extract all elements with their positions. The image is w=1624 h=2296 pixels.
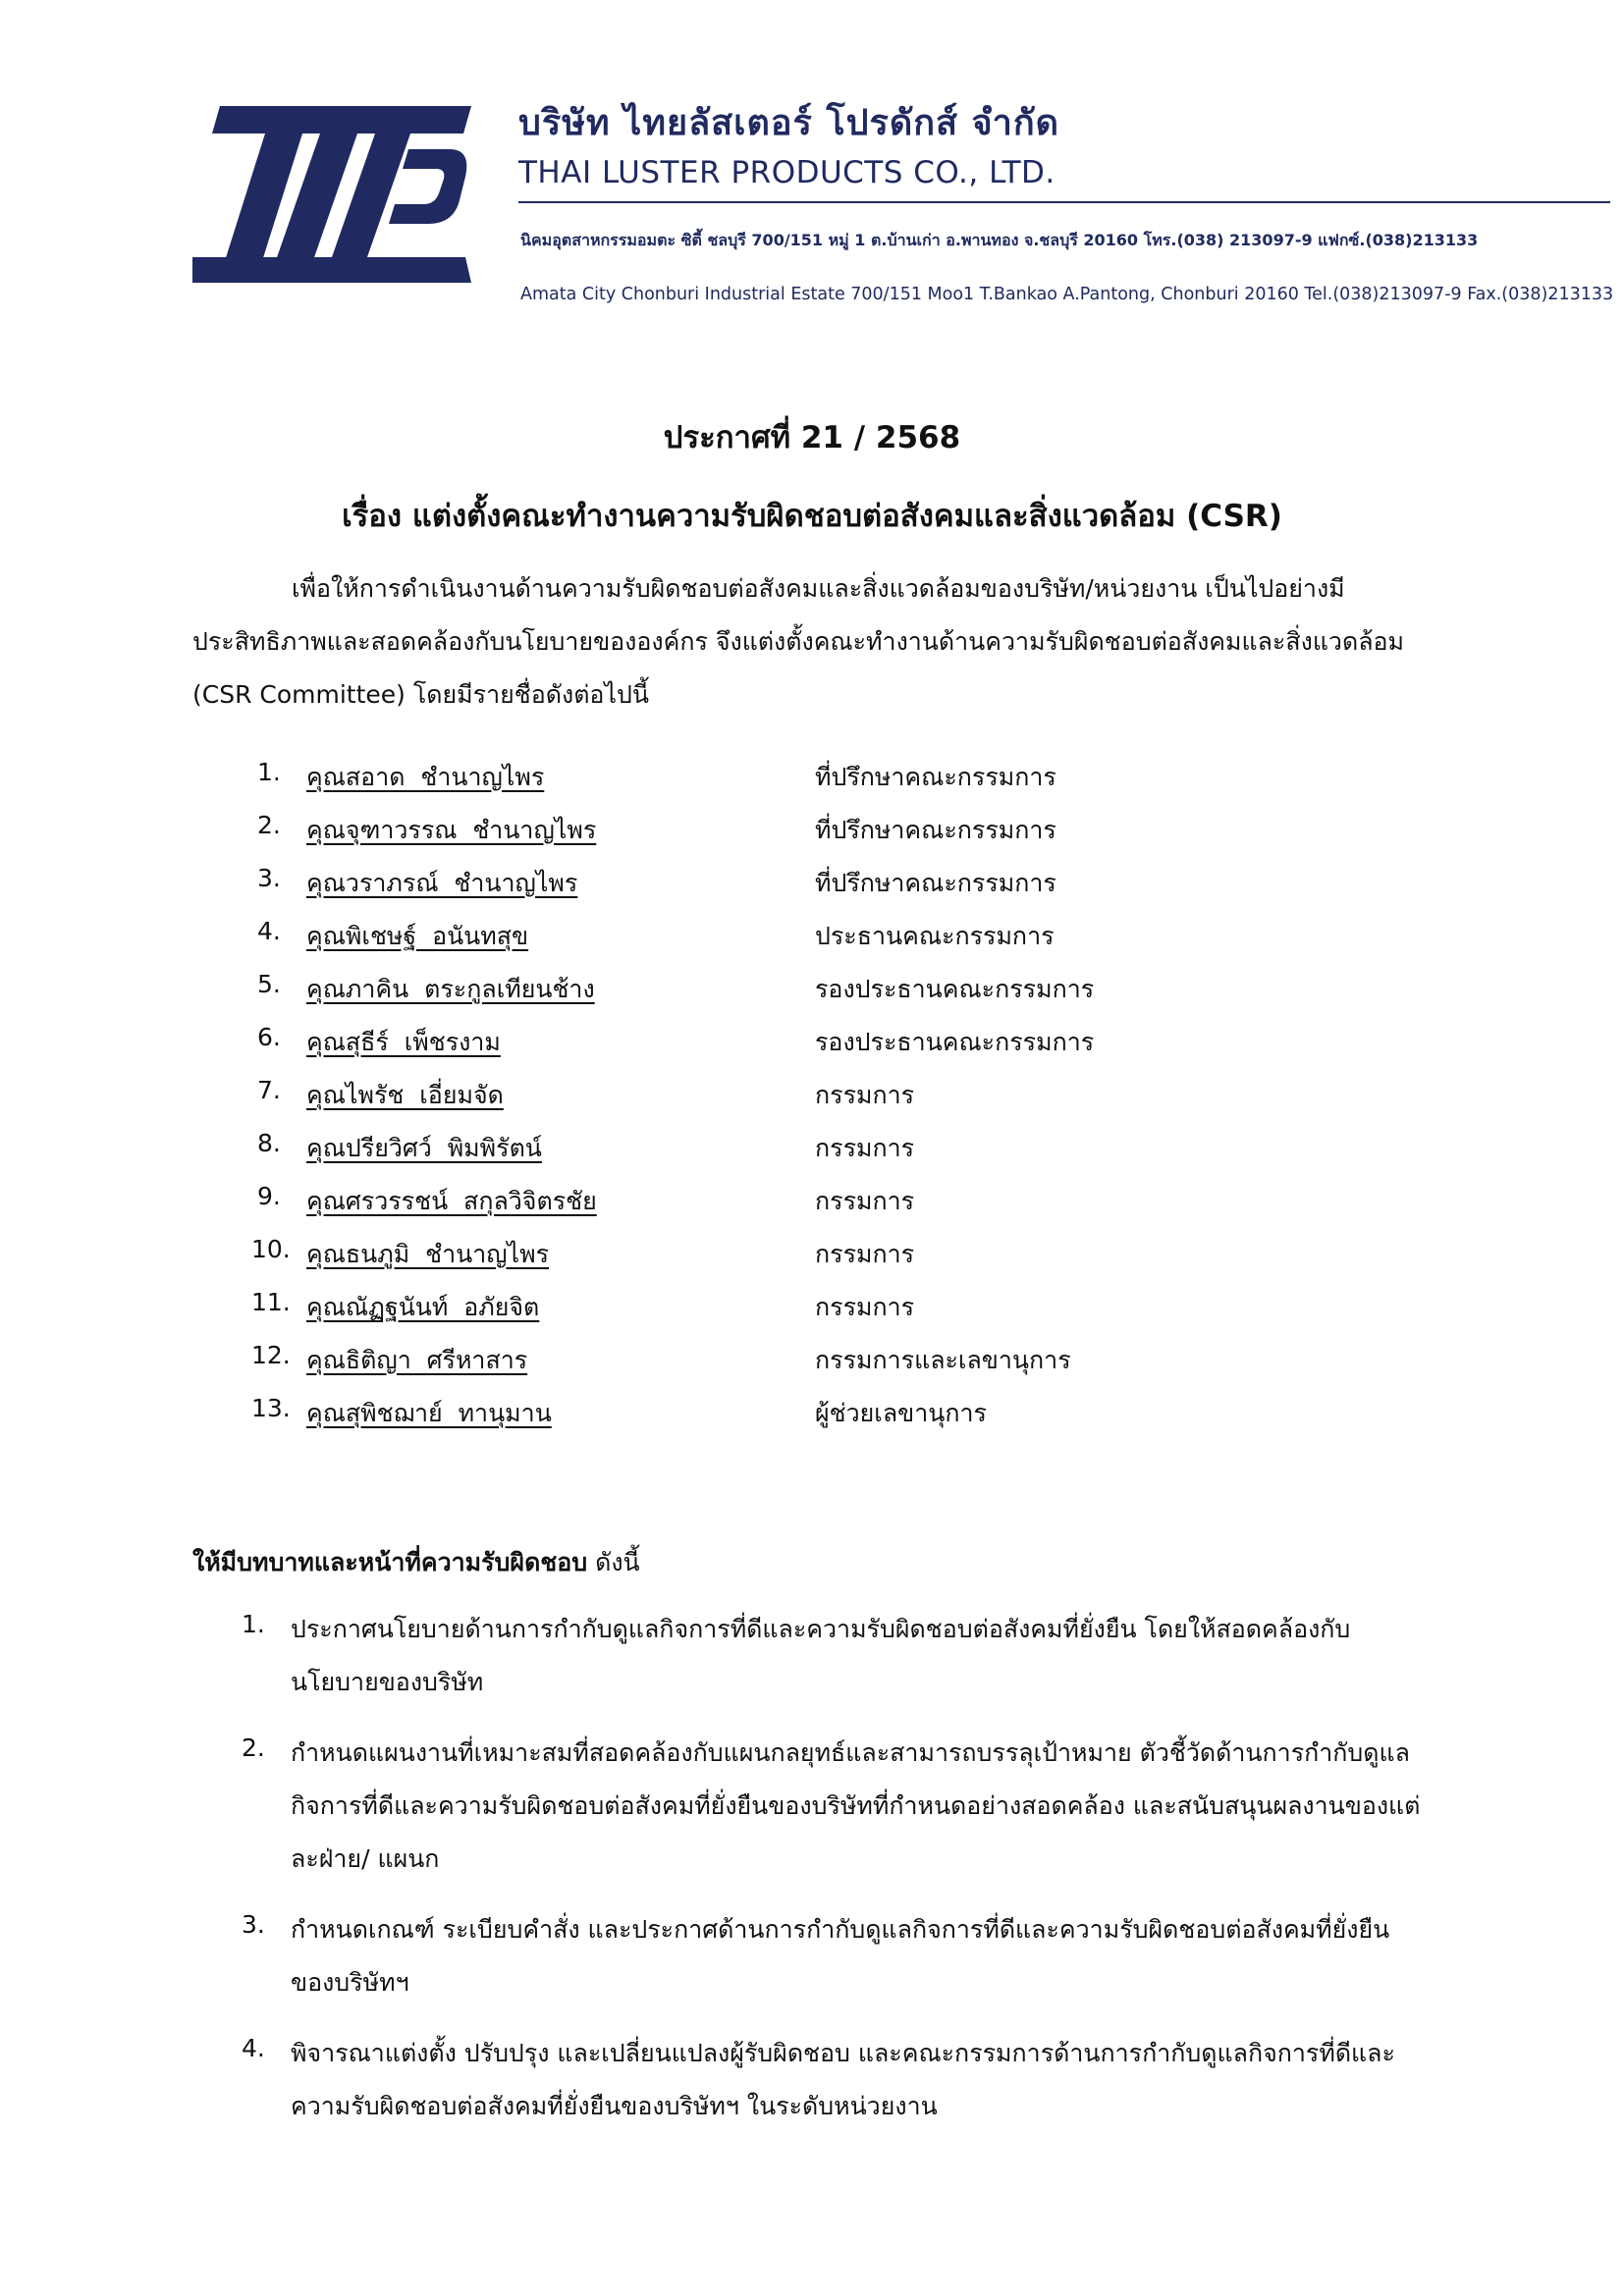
- member-number: 6.: [257, 1023, 281, 1051]
- company-name-english: THAI LUSTER PRODUCTS CO., LTD.: [518, 155, 1056, 190]
- duties-heading: [192, 1543, 640, 1582]
- duties-heading-bold: ให้มีบทบาทและหน้าที่ความรับผิดชอบ: [192, 1548, 588, 1576]
- member-row: [0, 970, 1624, 1009]
- company-name-thai: บริษัท ไทยลัสเตอร์ โปรดักส์ จำกัด: [518, 103, 1060, 143]
- member-name: คุณไพรัช เอี่ยมจัด: [306, 1081, 504, 1109]
- member-role: กรรมการ: [815, 1187, 915, 1215]
- member-name: คุณธิติญา ศรีหาสาร: [306, 1346, 528, 1374]
- member-row: [0, 1023, 1624, 1062]
- member-role: กรรมการและเลขานุการ: [815, 1346, 1071, 1374]
- member-name: คุณสุพิชฌาย์ ทานุมาน: [306, 1399, 552, 1427]
- member-name: คุณปรียวิศว์ พิมพิรัตน์: [306, 1134, 542, 1162]
- duty-line: พิจารณาแต่งตั้ง ปรับปรุง และเปลี่ยนแปลงผู้รับผิดชอบ และคณะกรรมการด้านการกำกับดูแลกิจการที่ดีและ: [291, 2039, 1395, 2067]
- member-row: [0, 1129, 1624, 1168]
- duty-line: ประกาศนโยบายด้านการกำกับดูแลกิจการที่ดีและความรับผิดชอบต่อสังคมที่ยั่งยืน โดยให้สอดคล้องกับ: [291, 1615, 1351, 1643]
- member-number: 12.: [251, 1341, 291, 1369]
- member-role: กรรมการ: [815, 1293, 915, 1321]
- member-name: คุณวราภรณ์ ชำนาญไพร: [306, 869, 578, 897]
- duty-number: 2.: [242, 1734, 265, 1762]
- member-name: คุณจุฑาวรรณ ชำนาญไพร: [306, 816, 597, 844]
- member-role: ที่ปรึกษาคณะกรรมการ: [815, 763, 1056, 791]
- member-row: [0, 811, 1624, 850]
- member-row: [0, 917, 1624, 956]
- member-role: กรรมการ: [815, 1081, 915, 1109]
- member-number: 9.: [257, 1182, 281, 1210]
- duty-line: กำหนดแผนงานที่เหมาะสมที่สอดคล้องกับแผนกลยุทธ์และสามารถบรรลุเป้าหมาย ตัวชี้วัดด้านการกำกับดูแล: [291, 1738, 1410, 1767]
- member-row: [0, 1182, 1624, 1221]
- member-number: 13.: [251, 1394, 291, 1422]
- member-role: ที่ปรึกษาคณะกรรมการ: [815, 869, 1056, 897]
- announcement-subject: เรื่อง แต่งตั้งคณะทำงานความรับผิดชอบต่อสังคมและสิ่งแวดล้อม (CSR): [342, 499, 1282, 534]
- member-row: [0, 1394, 1624, 1433]
- member-number: 2.: [257, 811, 281, 839]
- duty-number: 3.: [242, 1910, 265, 1939]
- member-number: 4.: [257, 917, 281, 945]
- member-name: คุณศรวรรชน์ สกุลวิจิตรชัย: [306, 1187, 597, 1215]
- member-number: 7.: [257, 1076, 281, 1104]
- member-role: รองประธานคณะกรรมการ: [815, 1028, 1095, 1056]
- duty-number: 1.: [242, 1610, 265, 1638]
- duty-line: ความรับผิดชอบต่อสังคมที่ยั่งยืนของบริษัทฯ ในระดับหน่วยงาน: [291, 2092, 938, 2120]
- member-role: ประธานคณะกรรมการ: [815, 922, 1055, 950]
- intro-line: ประสิทธิภาพและสอดคล้องกับนโยบายขององค์กร จึงแต่งตั้งคณะทำงานด้านความรับผิดชอบต่อสังคมและสิ่งแวดล้อม: [192, 627, 1405, 656]
- member-name: คุณสอาด ชำนาญไพร: [306, 763, 545, 791]
- member-number: 10.: [251, 1235, 291, 1263]
- member-number: 5.: [257, 970, 281, 998]
- intro-line: (CSR Committee) โดยมีรายชื่อดังต่อไปนี้: [192, 680, 649, 709]
- duty-line: กำหนดเกณฑ์ ระเบียบคำสั่ง และประกาศด้านการกำกับดูแลกิจการที่ดีและความรับผิดชอบต่อสังคมที่ยั่งยืน: [291, 1915, 1390, 1944]
- member-name: คุณสุธีร์ เพ็ชรงาม: [306, 1028, 501, 1056]
- member-row: [0, 1341, 1624, 1380]
- member-number: 11.: [251, 1288, 291, 1316]
- member-role: กรรมการ: [815, 1240, 915, 1268]
- duties-heading-rest: ดังนี้: [587, 1548, 640, 1576]
- duty-line: ละฝ่าย/ แผนก: [291, 1844, 440, 1873]
- member-row: [0, 1288, 1624, 1327]
- member-role: ที่ปรึกษาคณะกรรมการ: [815, 816, 1056, 844]
- member-row: [0, 758, 1624, 797]
- company-address-thai: นิคมอุตสาหกรรมอมตะ ซิตี้ ชลบุรี 700/151 หมู่ 1 ต.บ้านเก่า อ.พานทอง จ.ชลบุรี 20160 โทร.(038) 213097-9 แฟกซ์.(038)213133: [520, 231, 1479, 249]
- duty-line: ของบริษัทฯ: [291, 1968, 409, 1997]
- duty-line: นโยบายของบริษัท: [291, 1668, 484, 1696]
- member-name: คุณธนภูมิ ชำนาญไพร: [306, 1240, 550, 1268]
- member-role: กรรมการ: [815, 1134, 915, 1162]
- announcement-number: ประกาศที่ 21 / 2568: [663, 420, 961, 455]
- duty-number: 4.: [242, 2034, 265, 2062]
- member-number: 8.: [257, 1129, 281, 1157]
- duty-line: กิจการที่ดีและความรับผิดชอบต่อสังคมที่ยั่งยืนของบริษัทที่กำหนดอย่างสอดคล้อง และสนับสนุนผลงานของแต่: [291, 1791, 1421, 1820]
- header-divider: [518, 201, 1610, 203]
- member-name: คุณภาคิน ตระกูลเทียนช้าง: [306, 975, 595, 1003]
- member-number: 1.: [257, 758, 281, 786]
- member-row: [0, 864, 1624, 903]
- member-row: [0, 1076, 1624, 1115]
- member-name: คุณณัฏฐนันท์ อภัยจิต: [306, 1293, 540, 1321]
- member-name: คุณพิเชษฐ์ อนันทสุข: [306, 922, 529, 950]
- company-address-english: Amata City Chonburi Industrial Estate 700/151 Moo1 T.Bankao A.Pantong, Chonburi 20160 Tel.(038)213097-9 Fax.(038)213133: [520, 285, 1614, 304]
- member-role: รองประธานคณะกรรมการ: [815, 975, 1095, 1003]
- member-number: 3.: [257, 864, 281, 892]
- intro-line: เพื่อให้การดำเนินงานด้านความรับผิดชอบต่อสังคมและสิ่งแวดล้อมของบริษัท/หน่วยงาน เป็นไปอย่างมี: [292, 574, 1345, 603]
- member-role: ผู้ช่วยเลขานุการ: [815, 1399, 987, 1427]
- member-row: [0, 1235, 1624, 1274]
- company-logo-icon: [192, 106, 471, 283]
